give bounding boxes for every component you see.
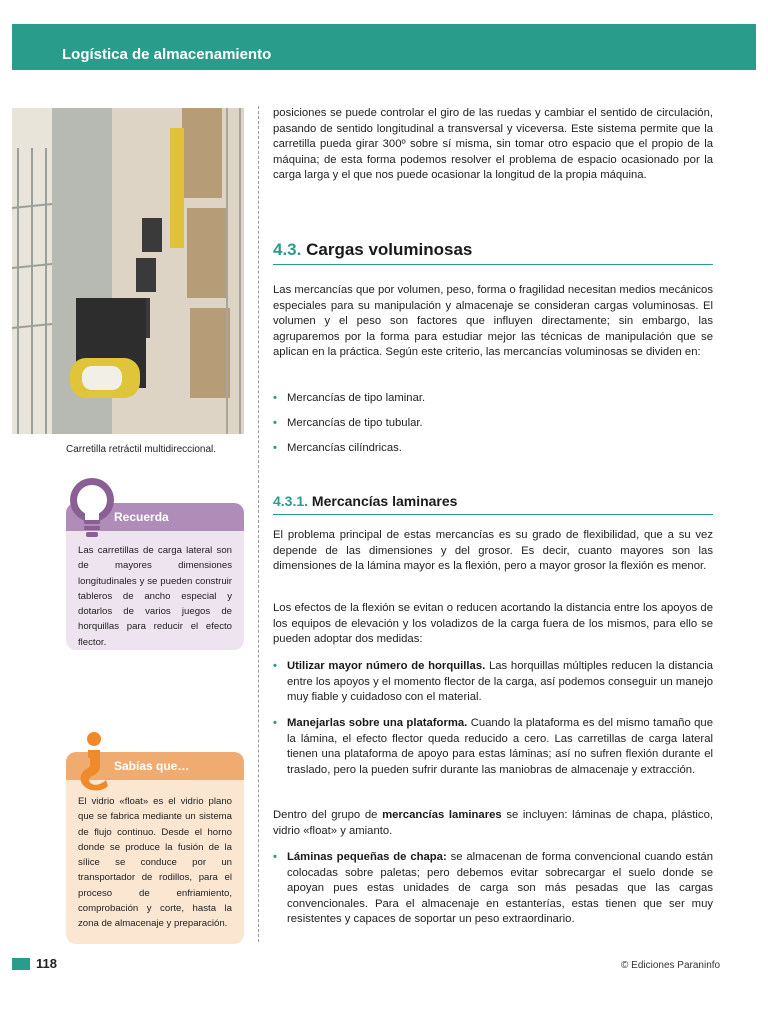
subsection-paragraph-2 [273,601,713,648]
list-item-text: Mercancías de tipo laminar. [287,392,426,404]
subsection-number: 4.3.1. [273,493,309,509]
sabias-text: El vidrio «float» es el vidrio plano que se fabrica mediante un sistema de flujo continuo. Desde el horno donde se produce la fusión de la sílice se conduce por un transportador de rodillos, para el proceso de enfriamiento, comprobación y corte, hasta la zona de almacenaje y preparación. [78,796,232,930]
subsection-title: Mercancías laminares [311,493,458,509]
recuerda-title: Recuerda [114,510,169,524]
forklift-illustration [12,108,244,434]
subsection-text-2: Los efectos de la flexión se evitan o reducen acortando la distancia entre los apoyos de los equipos de elevación y los voladizos de la carga fuera de los mismos, para ello se pueden adoptar dos medidas: [273,602,713,646]
sabias-title: Sabías que… [114,759,190,773]
bullet-icon: • [273,717,277,729]
bullet-icon: • [273,660,277,672]
question-mark-icon [76,730,112,792]
laminas-text: se almacenan de forma convencional cuando están colocadas sobre paletas; pero debemos evitar sobrecargar el suelo donde se apoyan pues estas unidades de carga son más pesadas que las cargas convencionales. Para el almacenaje en estanterías, estas tienen que ser muy resistentes y capaces de soportar un peso extraordinario. [287,851,713,926]
measure-item [273,659,713,706]
subsection-rule [273,514,713,515]
page-number: 118 [36,956,57,971]
bullet-icon: • [273,417,277,429]
footer-bar [12,958,30,970]
laminas-item [273,850,713,928]
forklift-photo [12,108,244,434]
p3-bold: mercancías laminares [382,809,502,821]
section-rule [273,264,713,265]
recuerda-text: Las carretillas de carga lateral son de mayores dimensiones longitudinales y se pueden construir tableros de ancho especial y dotarlos de varios juegos de horquillas para reducir el efecto flector. [78,545,232,648]
bullet-icon: • [273,392,277,404]
measure-title: Utilizar mayor número de horquillas. [287,660,486,672]
subsection-heading [273,493,457,509]
measure-text: Cuando la plataforma es del mismo tamaño que la lámina, el efecto flector queda reducido a cero. Las carretillas de carga lateral tienen una plataforma de apoyo para estas láminas; así no sufren flexión durante el traslado, pero la pueden sufrir durante las maniobras de almacenaje y extracción. [287,717,713,776]
list-item [273,391,713,407]
list-item [273,416,713,432]
bullet-icon: • [273,851,277,863]
list-item [273,441,713,457]
photo-caption: Carretilla retráctil multidireccional. [66,444,217,455]
subsection-paragraph-1 [273,528,713,575]
copyright: © Ediciones Paraninfo [621,960,721,971]
section-title: Cargas voluminosas [306,240,473,259]
p3-pre: Dentro del grupo de [273,809,383,821]
lightbulb-icon [68,476,116,542]
bullet-icon: • [273,442,277,454]
intro-paragraph [273,106,713,184]
list-item-text: Mercancías cilíndricas. [287,442,402,454]
column-separator [258,106,259,942]
p3-post: se incluyen: láminas de chapa, plástico, vidrio «float» y amianto. [273,809,713,837]
header-title: Logística de almacenamiento [62,46,272,63]
section-number: 4.3. [273,240,302,259]
measure-item [273,716,713,778]
section-heading [273,240,472,260]
subsection-text-1: El problema principal de estas mercancías es su grado de flexibilidad, que a su vez depende de las dimensiones y del grosor. Es decir, cuanto mayores son las dimensiones de la lámina mayor es la flexión, pero a mayor grosor la flexión es menor. [273,529,713,573]
subsection-paragraph-3 [273,808,713,839]
laminas-title: Láminas pequeñas de chapa: [287,851,447,863]
section-paragraph [273,283,713,361]
measure-title: Manejarlas sobre una plataforma. [287,717,468,729]
intro-text: posiciones se puede controlar el giro de las ruedas y cambiar el sentido de circulación, pasando de sentido longitudinal a transversal y viceversa. Este sistema permite que la carretilla pueda girar 300º sobre sí misma, sin tomar otro espacio que el propio de la máquina; de esta forma podemos resolver el problema de espacio ocasionado por la carga larga y el que nos puede ocasionar la longitud de la propia máquina. [273,107,713,182]
list-item-text: Mercancías de tipo tubular. [287,417,423,429]
section-text: Las mercancías que por volumen, peso, forma o fragilidad necesitan medios mecánicos especiales para su manipulación y almacenaje se consideran cargas voluminosas. El volumen y el peso son factores que influyen directamente; sin embargo, las agruparemos por la forma para estudiar mejor las técnicas de manipulación que se aplican en la práctica. Según este criterio, las mercancías voluminosas se dividen en: [273,284,713,359]
measure-text: Las horquillas múltiples reducen la distancia entre los apoyos y el momento flector de la carga, así podemos conseguir un manejo muy fiable y cuidadoso con el material. [287,660,714,704]
